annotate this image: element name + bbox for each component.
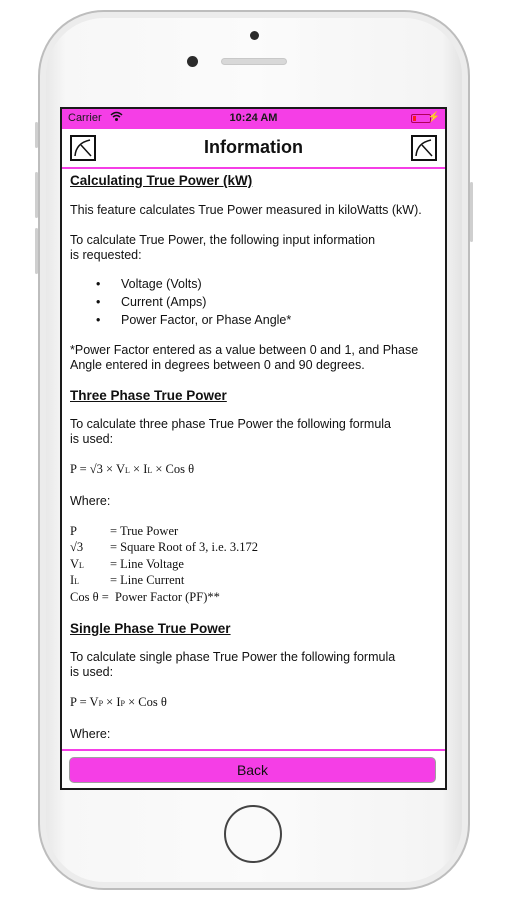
mute-switch [35, 122, 38, 148]
navigation-bar [62, 129, 445, 169]
definition-row: √3 = Square Root of 3, i.e. 3.172 [70, 540, 259, 554]
intro-text: This feature calculates True Power measured in kiloWatts (kW). [70, 203, 422, 217]
volume-down-button [35, 228, 38, 274]
camera-dot [250, 31, 259, 40]
front-camera [187, 56, 198, 67]
formula-description: To calculate three phase True Power the following formula is used: [70, 417, 392, 446]
app-screen [60, 107, 447, 790]
single-phase-formula: P = VP × IP × Cos θ [70, 695, 167, 709]
footer-bar [62, 749, 445, 790]
back-button[interactable]: Back [69, 757, 436, 783]
info-content[interactable] [70, 173, 437, 749]
home-button[interactable] [224, 805, 282, 863]
page-title: Information [204, 137, 303, 157]
section-heading: Single Phase True Power [70, 621, 231, 636]
list-item: • Power Factor, or Phase Angle* [70, 313, 437, 331]
status-bar [62, 109, 445, 129]
formula-description: To calculate single phase True Power the following formula is used: [70, 650, 396, 679]
where-label: Where: [70, 493, 111, 508]
input-list [70, 277, 437, 331]
list-item: • Current (Amps) [70, 295, 437, 313]
note-text: *Power Factor entered as a value between 0 and 1, and Phase Angle entered in degrees between 0 and 90 degrees. [70, 343, 419, 372]
gauge-icon[interactable] [411, 135, 437, 161]
requirements-text: To calculate True Power, the following input information is requested: [70, 233, 376, 262]
three-phase-formula: P = √3 × VL × IL × Cos θ [70, 462, 195, 476]
definition-row: Cos θ = Power Factor (PF)** [70, 589, 220, 604]
list-item: • Voltage (Volts) [70, 277, 437, 295]
where-label: Where: [70, 726, 111, 741]
definition-row: P = True Power [70, 523, 179, 538]
carrier-label: Carrier [68, 112, 102, 124]
speaker-grille [221, 58, 287, 65]
section-heading: Calculating True Power (kW) [70, 173, 253, 188]
power-button [470, 182, 473, 242]
clock: 10:24 AM [229, 112, 278, 124]
volume-up-button [35, 172, 38, 218]
definition-row: IL = Line Current [70, 573, 185, 587]
section-heading: Three Phase True Power [70, 388, 227, 403]
definition-row: VL = Line Voltage [70, 556, 184, 571]
definitions-list [70, 524, 437, 607]
charging-icon: ⚡ [427, 112, 440, 123]
